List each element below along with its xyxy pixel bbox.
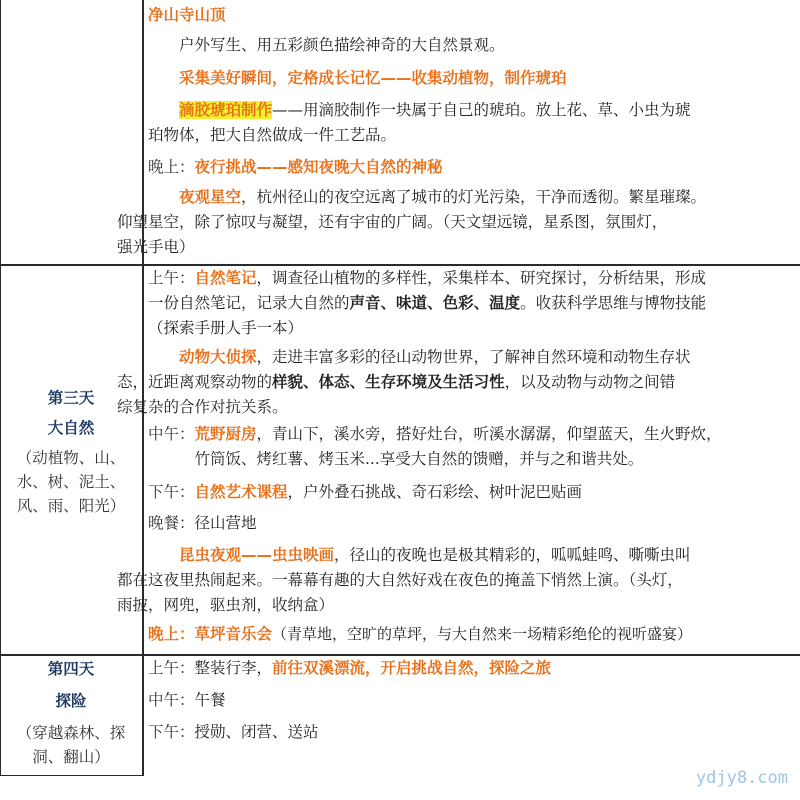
sketch-text: 户外写生、用五彩颜色描绘神奇的大自然景观。 [179,36,505,54]
separator: 、 [303,373,319,391]
stargazing-text-2: 仰望星空，除了惊叹与凝望，还有宇宙的广阔。（天文望远镜，星系图，氛围灯， [117,213,668,231]
day4-noon-text: 午餐 [194,691,226,709]
animal-text-c: ，以及动物与动物之间错 [504,373,676,391]
stargazing-text-3: 强光手电） [117,238,195,256]
wild-kitchen-paragraph [148,422,796,472]
day4-am-paragraph [148,656,796,681]
concert-label: 晚上： [148,625,195,643]
insect-text-c: 雨披，网兜，驱虫剂，收纳盒） [117,596,335,614]
separator: 、 [427,294,443,312]
day4-pm-text: 授勋、闭营、送站 [194,723,319,741]
table-border-bottom [0,775,143,776]
animal-detective-paragraph [117,345,796,420]
insect-title: 昆虫夜观——虫虫映画 [179,546,335,564]
kitchen-text-a: ，青山下，溪水旁，搭好灶台，听溪水潺潺，仰望蓝天，生火野炊， [256,425,722,443]
separator: 、 [349,373,366,391]
separator: 、 [473,294,490,312]
day4-am-label: 上午： [148,659,195,677]
keyword-sound: 声音 [349,294,381,312]
insect-paragraph [117,543,796,618]
amber-heading [148,66,796,91]
keyword-habitat: 生存环境及生活习性 [365,373,505,391]
place-name: 净山寺山顶 [148,6,226,24]
day4-title: 第四天 [47,660,95,678]
day4-pm-paragraph [148,720,796,745]
nature-notes-text-d: （探索手册人手一本） [148,319,304,337]
art-course-title: 自然艺术课程 [194,483,288,501]
amber-title: 滴胶琥珀制作 [179,101,273,119]
concert-title: 草坪音乐会 [194,625,273,643]
nature-notes-paragraph [148,266,796,341]
stargazing-paragraph [117,185,796,260]
nature-notes-title: 自然笔记 [194,269,257,287]
day4-subtitle-2: 洞、翻山） [32,748,110,766]
stargazing-text-1: ，杭州径山的夜空远离了城市的灯光污染，干净而透彻。繁星璀璨。 [241,188,707,206]
dinner-label: 晚餐： [148,514,195,532]
insect-text-b: 都在这夜里热闹起来。一幕幕有趣的大自然好戏在夜色的掩盖下悄然上演。（头灯， [117,571,683,589]
day4-pm-label: 下午： [148,723,195,741]
night-heading [148,155,796,180]
day3-subtitle-1: （动植物、山、 [16,449,126,467]
amber-heading-text: 采集美好瞬间，定格成长记忆——收集动植物，制作琥珀 [179,69,567,87]
day4-noon-paragraph [148,688,796,713]
kitchen-text-b: 竹筒饭、烤红薯、烤玉米...享受大自然的馈赠，并与之和谐共处。 [194,450,644,468]
stargazing-title: 夜观星空 [179,188,242,206]
day4-noon-label: 中午： [148,691,195,709]
animal-text-b: 态，近距离观察动物的 [117,373,273,391]
animal-text-a: ，走进丰富多彩的径山动物世界，了解神自然环境和动物生存状 [256,348,691,366]
day4-theme: 探险 [55,692,87,710]
day3-subtitle-2: 水、树、泥土、 [16,473,126,491]
concert-text: （青草地，空旷的草坪，与大自然来一场精彩绝伦的视听盛宴） [272,625,693,643]
wild-kitchen-title: 荒野厨房 [194,425,257,443]
night-challenge-title: 夜行挑战——感知夜晚大自然的神秘 [194,158,443,176]
keyword-posture: 体态 [318,373,350,391]
nature-notes-text-c: 。收获科学思维与博物技能 [520,294,707,312]
animal-text-d: 综复杂的合作对抗关系。 [117,398,288,416]
noon-label: 中午： [148,425,195,443]
keyword-color: 色彩 [442,294,474,312]
day4-cell [0,657,142,769]
day3-subtitle-3: 风、雨、阳光） [16,497,126,515]
day4-subtitle-1: （穿越森林、探 [16,724,126,742]
separator: 、 [380,294,397,312]
keyword-taste: 味道 [396,294,428,312]
nature-notes-text-b: 一份自然笔记，记录大自然的 [148,294,350,312]
animal-detective-title: 动物大侦探 [179,348,257,366]
pm-label: 下午： [148,483,195,501]
nature-notes-text-a: ，调查径山植物的多样性，采集样本、研究探讨，分析结果，形成 [256,269,707,287]
amber-text-2: 珀物体，把大自然做成一件工艺品。 [148,126,397,144]
place-title [148,3,796,28]
art-course-paragraph [148,480,796,505]
insect-text-a: ，径山的夜晚也是极其精彩的，呱呱蛙鸣、嘶嘶虫叫 [334,546,691,564]
dinner-paragraph [148,511,796,536]
sketch-paragraph [148,33,796,58]
art-course-text: ，户外叠石挑战、奇石彩绘、树叶泥巴贴画 [287,483,583,501]
concert-paragraph [148,622,796,647]
animal-line-2 [117,370,675,395]
watermark: ydjy8.com [695,768,788,788]
day4-am-text: 整装行李， [194,659,273,677]
dinner-text: 径山营地 [194,514,257,532]
evening-label: 晚上： [148,158,195,176]
rafting-title: 前往双溪漂流，开启挑战自然，探险之旅 [272,659,552,677]
day3-theme: 大自然 [47,419,95,437]
amber-text-1: ——用滴胶制作一块属于自己的琥珀。放上花、草、小虫为琥 [272,101,691,119]
am-label: 上午： [148,269,195,287]
day3-title: 第三天 [47,389,95,407]
amber-paragraph [148,98,796,148]
keyword-appearance: 样貌 [272,373,304,391]
keyword-temperature: 温度 [489,294,521,312]
